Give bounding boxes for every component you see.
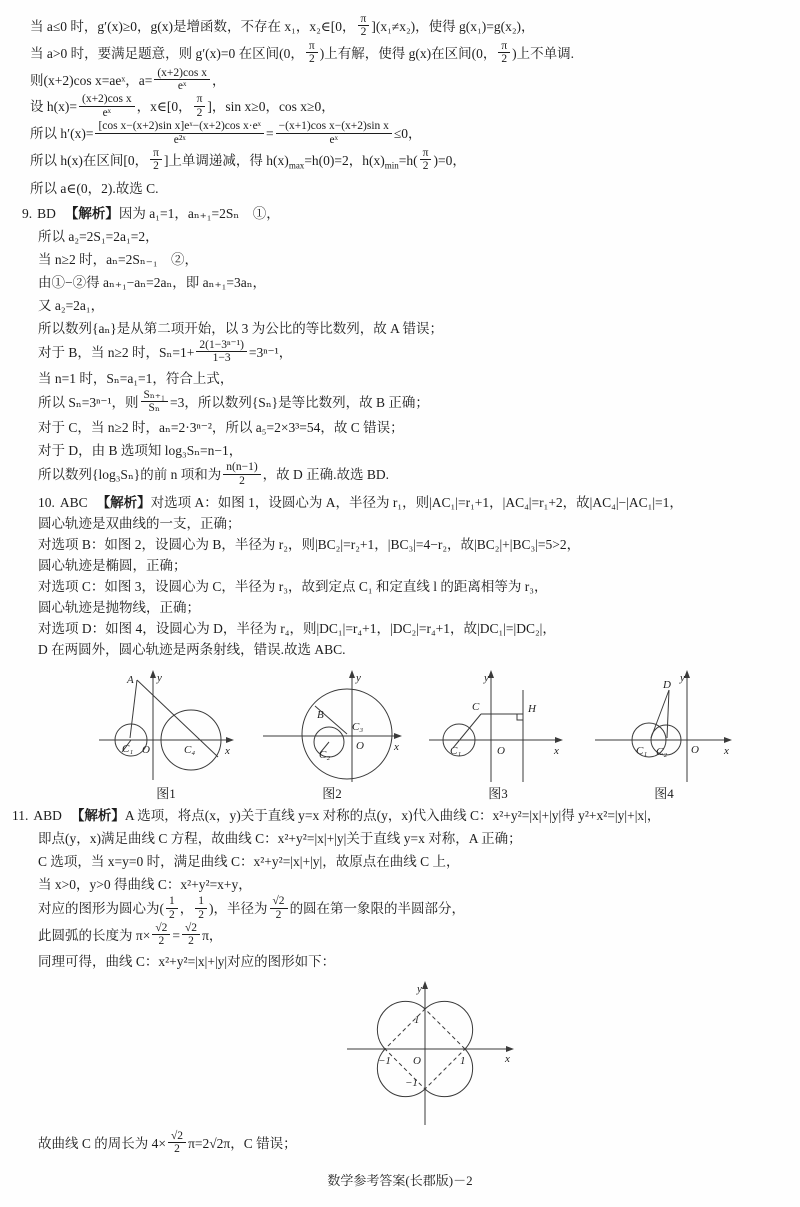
question-11-solution bbox=[8, 805, 794, 973]
solution-line: 当 n≥2 时，aₙ=2Sₙ₋₁ ②， bbox=[38, 251, 199, 267]
solution-line: 由①−②得 aₙ₊₁−aₙ=2aₙ，即 aₙ₊₁=3aₙ， bbox=[38, 274, 267, 290]
y-arrow bbox=[684, 670, 690, 678]
solution-line: 当 a>0 时，要满足题意，则 g′(x)=0 在区间(0， $\frac{\pi}{2}$ )上有解，使得 g(x)在区间(0， $\frac{\pi}{2}$ )上不单调. bbox=[30, 39, 575, 66]
origin-label: O bbox=[691, 744, 699, 757]
solution-line: 所以 Sₙ=3ⁿ⁻¹，则 $\frac{\text{Sₙ₊₁}}{\text{Sₙ}}$ =3，所以数列{Sₙ}是等比数列，故 B 正确； bbox=[38, 388, 429, 414]
x-arrow bbox=[506, 1046, 514, 1052]
y-arrow bbox=[422, 981, 428, 989]
tick-label: −1 bbox=[378, 1054, 391, 1067]
axis-label-x: x bbox=[505, 1052, 510, 1065]
solution-line: 对于 D，由 B 选项知 log₃Sₙ=n−1， bbox=[38, 443, 243, 459]
answer-letters: BD bbox=[37, 205, 56, 221]
solution-line: 对选项 B：如图 2，设圆心为 B，半径为 r₂，则|BC₂|=r₂+1，|BC₃|=4−r₂，故|BC₂|+|BC₃|=5>2， bbox=[38, 537, 581, 553]
page-footer: 数学参考答案(长郡版)－2 bbox=[327, 1173, 473, 1188]
solution-line: 当 a≤0 时，g′(x)≥0，g(x)是增函数，不存在 x₁，x₂∈[0， $\frac{\pi}{2}$ ](x₁≠x₂)，使得 g(x₁)=g(x₂)， bbox=[30, 13, 535, 39]
x-arrow bbox=[394, 733, 402, 739]
figure-2 bbox=[254, 668, 410, 802]
origin-label: O bbox=[497, 745, 505, 758]
origin-label: O bbox=[142, 744, 150, 757]
solution-line: 此圆弧的长度为 π× $\frac{√2}{2}$ = $\frac{√2}{2}$ π， bbox=[38, 922, 223, 948]
axis-label-y: y bbox=[484, 672, 489, 685]
diagram-row bbox=[88, 668, 794, 802]
point-label: C₂ bbox=[656, 746, 668, 759]
question-number: 9. bbox=[22, 205, 33, 221]
figure-1-diagram bbox=[91, 668, 241, 786]
point-label: C₁ bbox=[636, 745, 648, 758]
solution-line: 对于 B，当 n≥2 时，Sₙ=1+ $\frac{\text{2(1−3ⁿ⁻¹)}}{1-3}$ =3ⁿ⁻¹， bbox=[38, 338, 293, 365]
solution-line: 对应的图形为圆心为( $\frac{1}{2}$ ， $\frac{1}{2}$ )，半径为 $\frac{√2}{2}$ 的圆在第一象限的半圆部分， bbox=[38, 895, 466, 921]
solution-line: C 选项，当 x=y=0 时，满足曲线 C：x²+y²=|x|+|y|，故原点在曲线 C 上， bbox=[38, 854, 460, 870]
point-label: A bbox=[127, 674, 134, 687]
solution-line: 对选项 A：如图 1，设圆心为 A，半径为 r₁，则|AC₁|=r₁+1，|AC₄|=r₁+2，故|AC₄|−|AC₁|=1， bbox=[150, 495, 683, 511]
solution-line: 又 a₂=2a₁， bbox=[38, 297, 105, 313]
figure-caption: 图4 bbox=[654, 786, 674, 802]
axis-label-x: x bbox=[225, 745, 230, 758]
solution-line: 所以 h(x)在区间[0， $\frac{\pi}{2}$ ]上单调递减，得 $h(x)_{max}=h(0)=2$，$h(x)_{min}=h$( $\frac{\pi}{2}$ )=0， bbox=[30, 147, 466, 173]
question-10-header bbox=[38, 492, 794, 513]
point-label: C₃ bbox=[352, 721, 364, 734]
point-label: C₁ bbox=[122, 743, 134, 756]
figure-3 bbox=[420, 668, 576, 802]
question-number: 11. bbox=[12, 808, 29, 824]
solution-line: 圆心轨迹是抛物线，正确； bbox=[38, 600, 200, 616]
point-label: B bbox=[317, 709, 324, 722]
question-9-header bbox=[22, 203, 794, 225]
origin-label: O bbox=[413, 1054, 421, 1067]
solution-line: 对于 C，当 n≥2 时，aₙ=2·3ⁿ⁻²，所以 a₅=2×3³=54，故 C 错误； bbox=[38, 420, 404, 436]
axis-label-x: x bbox=[724, 745, 729, 758]
solution-line: 圆心轨迹是双曲线的一支，正确； bbox=[38, 516, 241, 532]
figure-petal-curve bbox=[330, 977, 526, 1129]
solution-line: 圆心轨迹是椭圆，正确； bbox=[38, 558, 187, 574]
x-arrow bbox=[226, 737, 234, 743]
point-label: C₄ bbox=[184, 744, 196, 757]
figure-1 bbox=[88, 668, 244, 802]
answer-letters: ABD bbox=[33, 808, 62, 824]
figure-4 bbox=[586, 668, 742, 802]
answer-letters: ABC bbox=[59, 495, 88, 511]
solution-line: 即点(y，x)满足曲线 C 方程，故曲线 C：x²+y²=|x|+|y|关于直线 y=x 对称，A 正确； bbox=[38, 831, 522, 847]
axis-label-y: y bbox=[417, 982, 422, 995]
solution-line: A 选项，将点(x，y)关于直线 y=x 对称的点(y，x)代入曲线 C：x²+y²=|x|+|y|得 y²+x²=|y|+|x|， bbox=[124, 808, 661, 824]
solution-line: 所以 a₂=2S₁=2a₁=2， bbox=[38, 228, 159, 244]
question-9-solution bbox=[8, 203, 794, 489]
tick-label: 1 bbox=[414, 1013, 420, 1026]
x-arrow bbox=[724, 737, 732, 743]
solution-line: 对选项 D：如图 4，设圆心为 D，半径为 r₄，则|DC₁|=r₄+1，|DC₂|=r₄+1，故|DC₁|=|DC₂|， bbox=[38, 621, 556, 637]
figure-caption: 图1 bbox=[156, 786, 176, 802]
construction-lines bbox=[651, 690, 669, 738]
y-arrow bbox=[488, 670, 494, 678]
y-arrow bbox=[349, 670, 355, 678]
solution-line: D 在两圆外，圆心轨迹是两条射线，错误.故选 ABC. bbox=[38, 642, 346, 658]
solution-line: 所以 h′(x)= $\frac{\text{[cos x−(x+2)sin x]eˣ−(x+2)cos x·eˣ}}{\text{e²ˣ}}$ = $\frac{\text{−(x+1)cos x−(x+2)sin x}}{\text{eˣ}}$ ≤0， bbox=[30, 120, 422, 146]
axis-label-x: x bbox=[554, 745, 559, 758]
x-arrow bbox=[555, 737, 563, 743]
solution-line: 同理可得，曲线 C：x²+y²=|x|+|y|对应的图形如下： bbox=[38, 953, 336, 969]
solution-line: 故曲线 C 的周长为 4× $\frac{√2}{2}$ π=2√2π，C 错误； bbox=[38, 1129, 297, 1156]
figure-3-diagram bbox=[423, 668, 573, 786]
point-label: D bbox=[663, 679, 671, 692]
construction-lines bbox=[453, 714, 523, 748]
axis-label-x: x bbox=[394, 741, 399, 754]
question-11-header bbox=[12, 805, 794, 827]
tick-label: 1 bbox=[460, 1054, 466, 1067]
axes bbox=[263, 675, 397, 782]
y-arrow bbox=[150, 670, 156, 678]
axis-label-y: y bbox=[356, 672, 361, 685]
point-label: C bbox=[472, 701, 480, 714]
question-11-conclusion bbox=[8, 1129, 794, 1158]
figure-caption: 图3 bbox=[488, 786, 508, 802]
analysis-tag: 【解析】 bbox=[70, 808, 125, 824]
tick-label: −1 bbox=[405, 1076, 418, 1089]
solution-line: 当 n=1 时，Sₙ=a₁=1，符合上式， bbox=[38, 370, 234, 386]
figure-caption: 图2 bbox=[322, 786, 342, 802]
point-label: C₂ bbox=[319, 749, 331, 762]
question-number: 10. bbox=[38, 495, 55, 511]
analysis-tag: 【解析】 bbox=[96, 495, 151, 511]
solution-line: 所以 a∈(0，2).故选 C. bbox=[30, 180, 159, 196]
solution-line: 所以数列{aₙ}是从第二项开始，以 3 为公比的等比数列，故 A 错误； bbox=[38, 320, 444, 336]
solution-line: 设 h(x)= $\frac{\text{(x+2)cos x}}{\text{eˣ}}$ ，x∈[0， $\frac{\pi}{2}$ ]，sin x≥0，cos x≥0， bbox=[30, 93, 335, 119]
origin-label: O bbox=[356, 740, 364, 753]
axis-label-y: y bbox=[680, 672, 685, 685]
figure-2-diagram bbox=[257, 668, 407, 786]
point-label: H bbox=[528, 703, 536, 716]
solution-line: 对选项 C：如图 3，设圆心为 C，半径为 r₃，故到定点 C₁ 和定直线 l 的距离相等为 r₃， bbox=[38, 579, 548, 595]
analysis-tag: 【解析】 bbox=[64, 205, 119, 221]
petal-curve-diagram bbox=[333, 977, 523, 1129]
question-8-solution bbox=[30, 15, 794, 200]
point-label: C₁ bbox=[450, 745, 462, 758]
solution-line: 当 x>0，y>0 得曲线 C：x²+y²=x+y， bbox=[38, 877, 252, 893]
question-10-solution bbox=[8, 492, 794, 660]
solution-line: 则(x+2)cos x=aeˣ，a= $\frac{\text{(x+2)cos x}}{\text{eˣ}}$ ， bbox=[30, 66, 226, 93]
axis-label-y: y bbox=[157, 672, 162, 685]
solution-line: 因为 a₁=1，aₙ₊₁=2Sₙ ①， bbox=[118, 205, 280, 221]
figure-4-diagram bbox=[589, 668, 739, 786]
solution-line: 所以数列{log₃Sₙ}的前 n 项和为 $\frac{n(n-1)}{2}$ ，故 D 正确.故选 BD. bbox=[38, 461, 390, 487]
